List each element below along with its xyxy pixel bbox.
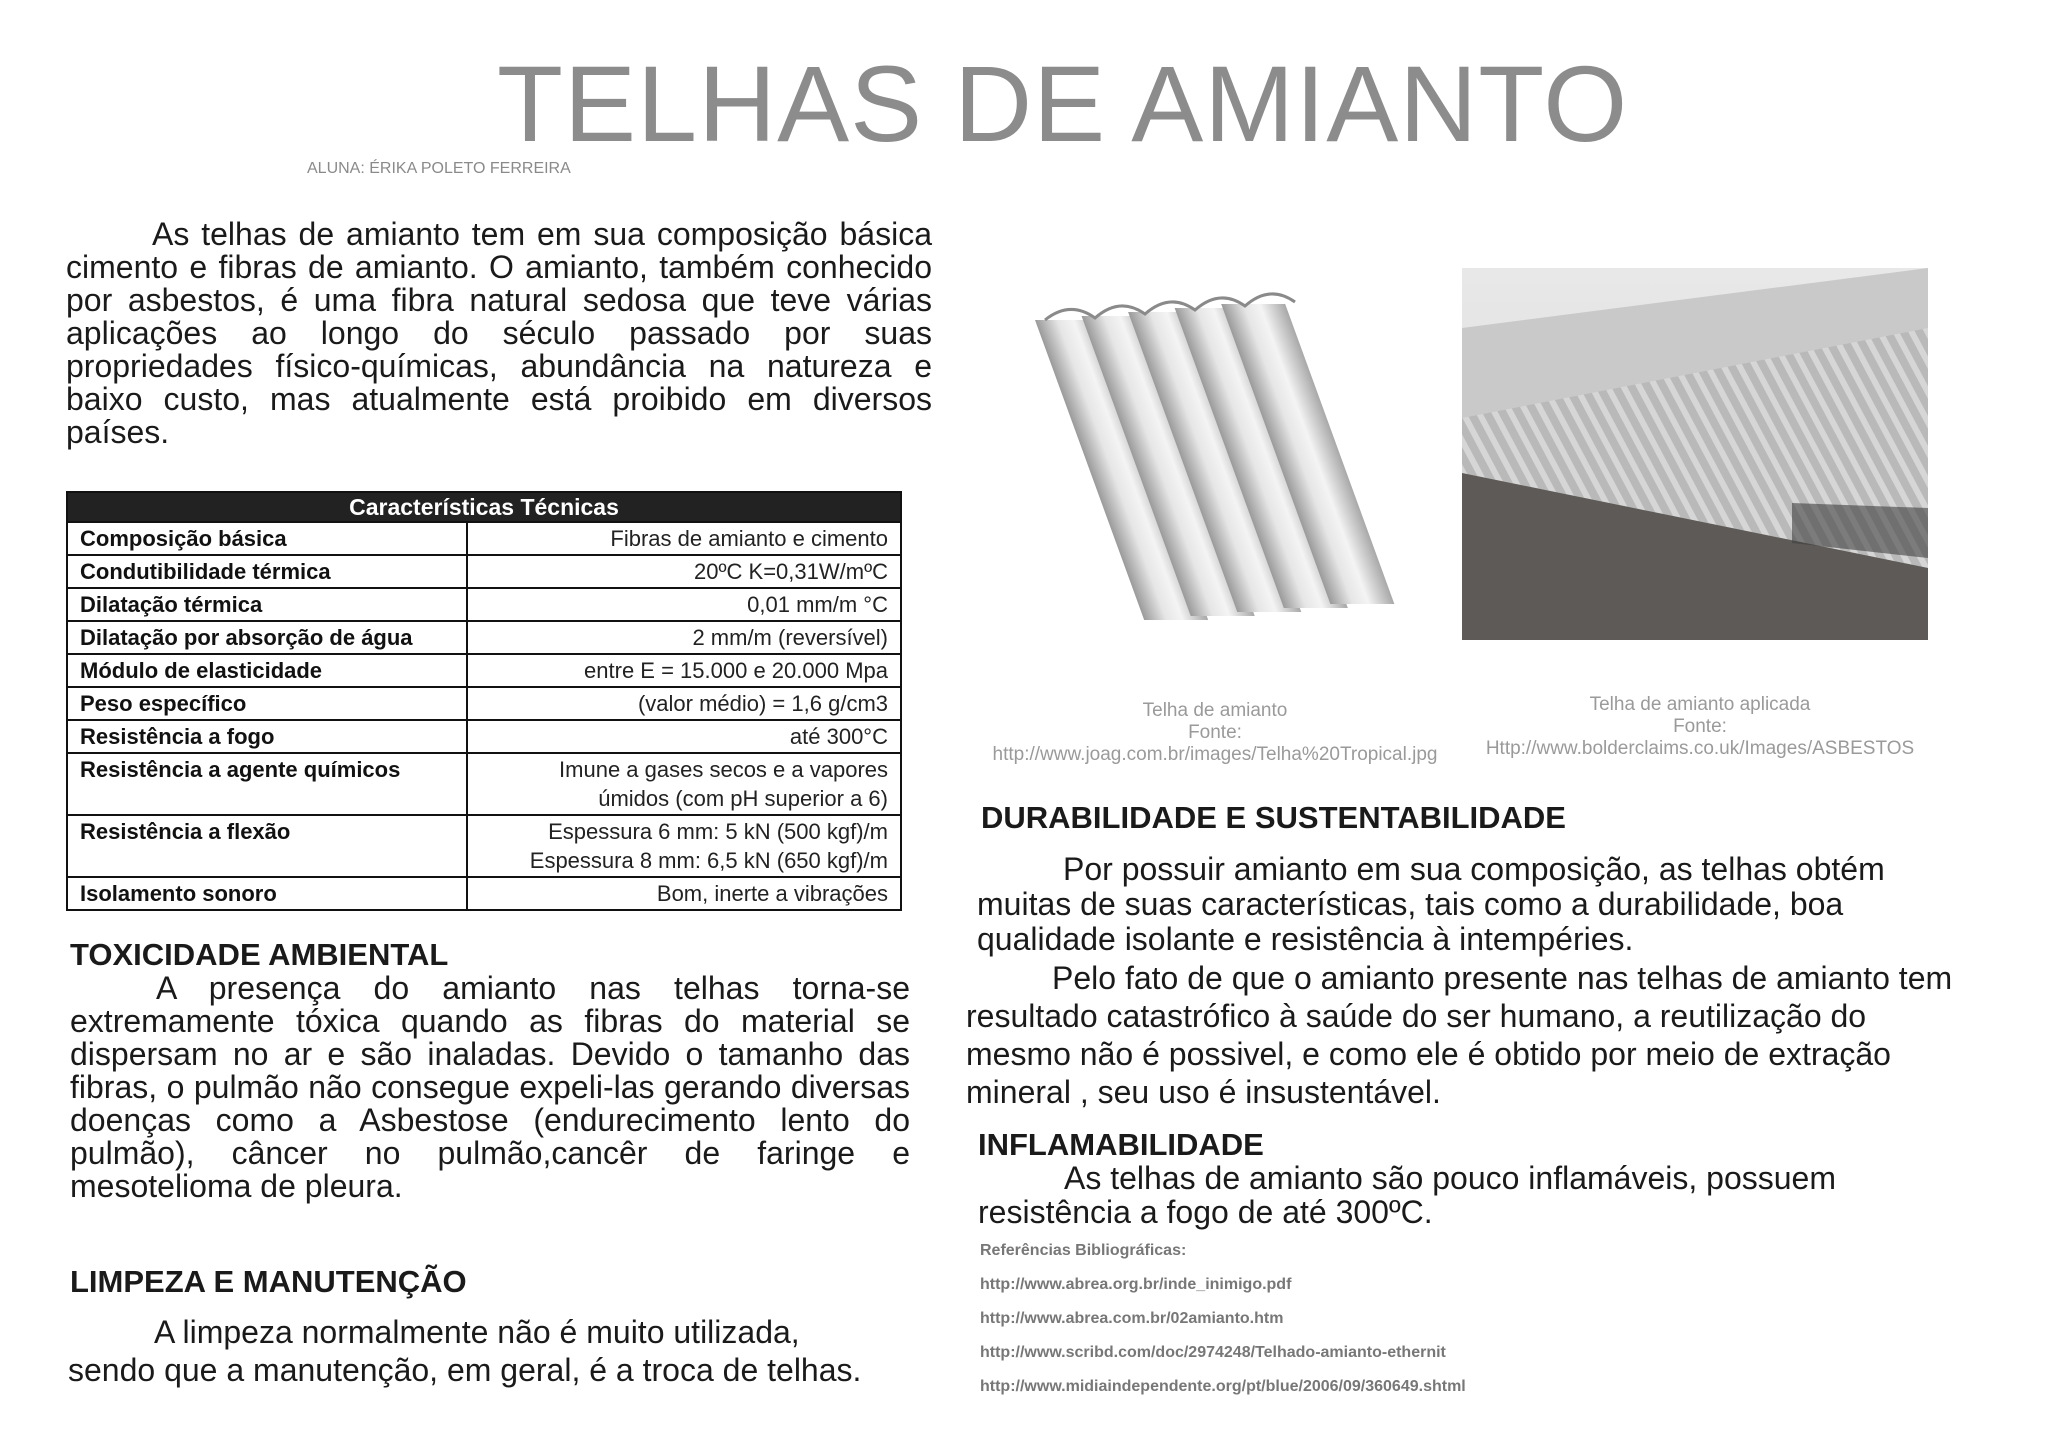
row-value: 0,01 mm/m °C	[467, 588, 901, 621]
row-key: Resistência a flexão	[67, 815, 467, 877]
table-header: Características Técnicas	[67, 492, 901, 522]
row-value: 20ºC K=0,31W/mºC	[467, 555, 901, 588]
row-value: Espessura 6 mm: 5 kN (500 kgf)/m Espessura 8 mm: 6,5 kN (650 kgf)/m	[467, 815, 901, 877]
intro-text: As telhas de amianto tem em sua composição básica cimento e fibras de amianto. O amianto, também conhecido por asbestos, é uma fibra natural sedosa que teve várias aplicações ao longo do século passado por suas propriedades físico-químicas, abundância na natureza e baixo custo, mas atualmente está proibido em diversos países.	[66, 216, 932, 450]
row-value: Bom, inerte a vibrações	[467, 877, 901, 910]
tile-caption-source-label: Fonte:	[1188, 722, 1242, 743]
tile-caption-title: Telha de amianto	[1142, 700, 1288, 721]
row-key: Peso específico	[67, 687, 467, 720]
table-row	[67, 588, 901, 621]
reference-link[interactable]: http://www.abrea.com.br/02amianto.htm	[980, 1310, 1284, 1327]
row-key: Dilatação por absorção de água	[67, 621, 467, 654]
table-row	[67, 555, 901, 588]
row-key: Módulo de elasticidade	[67, 654, 467, 687]
table-row	[67, 654, 901, 687]
row-value: entre E = 15.000 e 20.000 Mpa	[467, 654, 901, 687]
toxicity-heading: TOXICIDADE AMBIENTAL	[70, 937, 449, 972]
toxicity-paragraph	[70, 972, 910, 1203]
flammability-paragraph	[978, 1161, 1918, 1229]
row-key: Composição básica	[67, 522, 467, 555]
row-value: (valor médio) = 1,6 g/cm3	[467, 687, 901, 720]
durability-paragraph-1	[977, 852, 1957, 957]
table-row	[67, 720, 901, 753]
asbestos-roof-image	[1462, 268, 1928, 640]
references-label: Referências Bibliográficas:	[980, 1242, 1187, 1259]
row-key: Resistência a agente químicos	[67, 753, 467, 815]
tile-caption-url: http://www.joag.com.br/images/Telha%20Tropical.jpg	[992, 744, 1438, 765]
page-title: TELHAS DE AMIANTO	[497, 43, 1629, 164]
roof-caption-source-label: Fonte:	[1673, 716, 1727, 737]
references	[980, 1242, 1466, 1412]
table-row	[67, 687, 901, 720]
technical-characteristics-table	[66, 491, 902, 911]
roof-photo-illustration	[1462, 268, 1928, 640]
cleaning-paragraph	[68, 1313, 868, 1389]
durability-text-2: Pelo fato de que o amianto presente nas telhas de amianto tem resultado catastrófico à saúde do ser humano, a reutilização do mesmo não é possivel, e como ele é obtido por meio de extração mineral , seu uso é insustentável.	[966, 960, 1953, 1110]
reference-link[interactable]: http://www.abrea.org.br/inde_inimigo.pdf	[980, 1276, 1292, 1293]
flammability-heading: INFLAMABILIDADE	[978, 1127, 1264, 1162]
flammability-text: As telhas de amianto são pouco inflamáveis, possuem resistência a fogo de até 300ºC.	[978, 1160, 1836, 1230]
table-row	[67, 753, 901, 815]
durability-heading: DURABILIDADE E SUSTENTABILIDADE	[981, 800, 1566, 835]
row-key: Resistência a fogo	[67, 720, 467, 753]
cleaning-text: A limpeza normalmente não é muito utilizada, sendo que a manutenção, em geral, é a troca de telhas.	[68, 1314, 862, 1388]
roof-caption-url: Http://www.bolderclaims.co.uk/Images/ASBESTOS	[1485, 738, 1915, 759]
row-value: 2 mm/m (reversível)	[467, 621, 901, 654]
table-row	[67, 877, 901, 910]
author-name: ALUNA: ÉRIKA POLETO FERREIRA	[307, 160, 571, 177]
asbestos-tile-image	[1015, 290, 1405, 670]
row-value: Fibras de amianto e cimento	[467, 522, 901, 555]
table-row	[67, 522, 901, 555]
row-value: até 300°C	[467, 720, 901, 753]
toxicity-text: A presença do amianto nas telhas torna-se extremamente tóxica quando as fibras do material se dispersam no ar e são inaladas. Devido o tamanho das fibras, o pulmão não consegue expeli-las gerando diversas doenças como a Asbestose (endurecimento lento do pulmão), câncer no pulmão,cancêr de faringe e mesotelioma de pleura.	[70, 970, 910, 1204]
reference-link[interactable]: http://www.scribd.com/doc/2974248/Telhado-amianto-ethernit	[980, 1344, 1446, 1361]
intro-paragraph	[66, 218, 932, 449]
roof-caption	[1460, 694, 1940, 760]
durability-text-1: Por possuir amianto em sua composição, as telhas obtém muitas de suas características, tais como a durabilidade, boa qualidade isolante e resistência à intempéries.	[977, 851, 1885, 957]
table-row	[67, 621, 901, 654]
row-key: Dilatação térmica	[67, 588, 467, 621]
row-key: Isolamento sonoro	[67, 877, 467, 910]
row-key: Condutibilidade térmica	[67, 555, 467, 588]
durability-paragraph-2	[966, 959, 1956, 1111]
cleaning-heading: LIMPEZA E MANUTENÇÃO	[70, 1264, 467, 1299]
row-value: Imune a gases secos e a vapores úmidos (com pH superior a 6)	[467, 753, 901, 815]
table-row	[67, 815, 901, 877]
tile-caption	[985, 700, 1445, 766]
corrugated-tile-illustration	[1015, 290, 1405, 670]
reference-link[interactable]: http://www.midiaindependente.org/pt/blue/2006/09/360649.shtml	[980, 1378, 1466, 1395]
roof-caption-title: Telha de amianto aplicada	[1589, 694, 1811, 715]
